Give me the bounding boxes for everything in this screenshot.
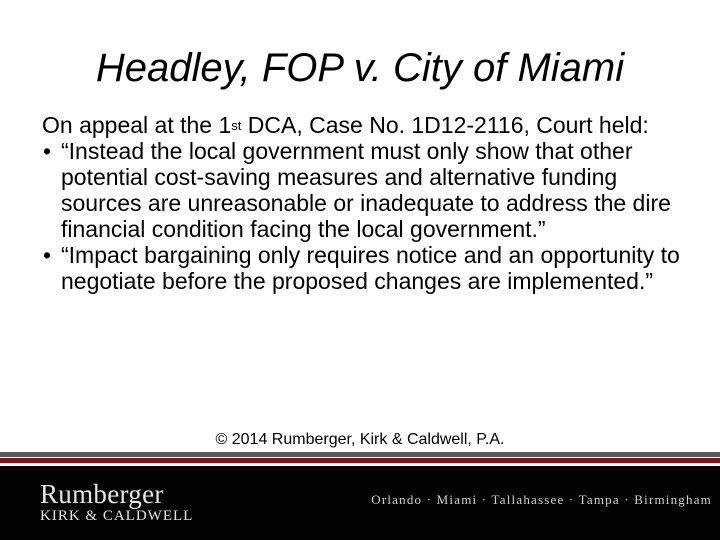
- gray-divider-line: [0, 452, 720, 457]
- intro-text-a: On appeal at the 1: [42, 112, 232, 138]
- intro-text-b: DCA, Case No. 1D12-2116, Court held:: [241, 112, 649, 138]
- ordinal-superscript: st: [231, 118, 242, 133]
- slide-body: [42, 112, 682, 294]
- office-cities: Orlando · Miami · Tallahassee · Tampa · Birmingham: [371, 492, 712, 507]
- slide-title: Headley, FOP v. City of Miami: [95, 46, 625, 90]
- firm-logo: [40, 480, 193, 524]
- bullet-text: “Instead the local government must only show that other potential cost-saving measures and alternative funding sources are unreasonable or inadequate to address the dire financial condition facing the local government.”: [61, 138, 671, 242]
- logo-subtitle: KIRK & CALDWELL: [40, 508, 194, 524]
- bullet-text: “Impact bargaining only requires notice and an opportunity to negotiate before the proposed changes are implemented.”: [61, 242, 680, 294]
- bullet-item: [42, 242, 682, 294]
- bullet-icon: •: [43, 242, 52, 268]
- logo-name: Rumberger: [40, 479, 164, 509]
- bullet-icon: •: [43, 138, 52, 164]
- copyright-notice: © 2014 Rumberger, Kirk & Caldwell, P.A.: [215, 431, 505, 448]
- red-divider-line: [0, 458, 720, 463]
- bullet-item: [42, 138, 682, 242]
- footer-divider: [0, 452, 720, 466]
- intro-paragraph: [42, 112, 682, 138]
